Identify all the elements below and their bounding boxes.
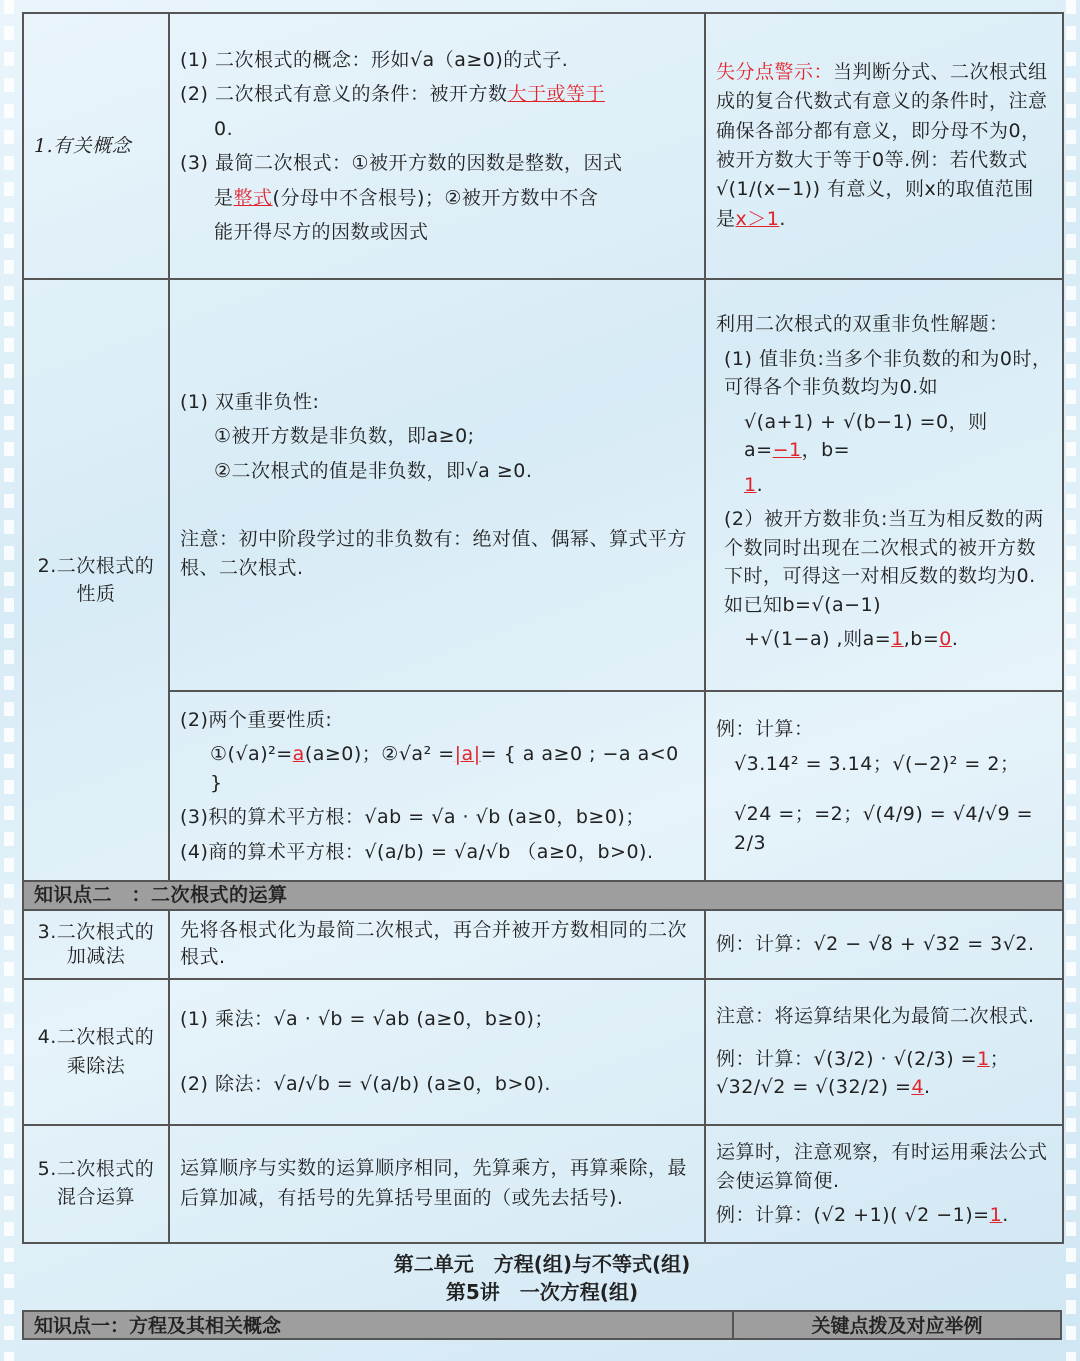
tips-text: +√(1−a) ,则a= [744, 628, 892, 651]
section-header-row [23, 881, 1063, 910]
unit-titles [22, 1250, 1062, 1306]
knowledge-table [22, 12, 1064, 1244]
concept-line-3: 0. [214, 117, 234, 140]
highlight-answer: |a| [454, 743, 481, 766]
rule-cell: 运算顺序与实数的运算顺序相同，先算乘方，再算乘除，最后算加减，有括号的先算括号里面的（或先去括号). [169, 1125, 705, 1243]
concept-text: (分母中不含根号)；②被开方数中不含 [272, 186, 599, 209]
property-line: (4)商的算术平方根：√(a/b) = √a/√b （a≥0，b>0). [180, 840, 654, 863]
concept-line-4: (3) 最简二次根式：①被开方数的因数是整数，因式 [180, 152, 623, 174]
property-line: (3)积的算术平方根：√ab = √a · √b (a≥0，b≥0)； [180, 806, 645, 829]
table-row [23, 691, 1063, 881]
example-cell: 例：计算：√2 − √8 + √32 = 3√2. [705, 910, 1063, 979]
table-row [23, 279, 1063, 691]
example-heading: 例：计算： [716, 718, 814, 740]
left-decorative-border [4, 0, 14, 1361]
property-text: (a≥0)；②√a² = [304, 743, 455, 766]
property-line: (1) 双重非负性: [180, 390, 320, 413]
property-cell [169, 279, 705, 691]
note-line: 注意：初中阶段学过的非负数有：绝对值、偶幂、算式平方根、二次根式. [180, 528, 688, 579]
right-decorative-border [1066, 0, 1076, 1361]
rule-line: (1) 乘法：√a · √b = √ab (a≥0，b≥0)； [180, 1008, 554, 1031]
next-section-header [22, 1310, 1062, 1340]
tips-text: ，b= [801, 439, 851, 462]
row-label [23, 13, 169, 279]
tips-cell [705, 13, 1063, 279]
concept-line-2 [180, 80, 694, 109]
section-header: 知识点二 ：二次根式的运算 [23, 881, 1063, 910]
example-line [716, 1045, 1052, 1102]
unit-title: 第二单元 方程(组)与不等式(组) [393, 1251, 691, 1276]
example-text: 例：计算：(√2 +1)( √2 −1)= [716, 1204, 990, 1227]
property-line: ②二次根式的值是非负数，即√a ≥0. [214, 459, 533, 482]
row-label [23, 279, 169, 881]
example-cell [705, 979, 1063, 1125]
highlight-answer: 1 [891, 628, 904, 651]
tips-line: 1. [744, 473, 764, 496]
example-text: 例：计算：√(3/2) · √(2/3) = [716, 1047, 978, 1070]
tips-cell [705, 279, 1063, 691]
highlight-answer: 1 [977, 1047, 990, 1070]
example-line [716, 1201, 1052, 1230]
next-section-left: 知识点一：方程及其相关概念 [24, 1312, 734, 1338]
row-label-text: 1.有关概念 [34, 134, 132, 157]
tips-text: ,b= [903, 628, 940, 651]
tips-text: √(a+1) + √(b−1) =0，则a= [744, 410, 988, 462]
concept-line-5 [180, 184, 694, 213]
tips-line: +√(1−a) ,则a=1,b=0. [744, 628, 959, 651]
row-label: 5.二次根式的混合运算 [23, 1125, 169, 1243]
highlight-answer: a [292, 743, 305, 766]
warning-text: . [779, 207, 786, 230]
highlight-answer: x＞1 [735, 207, 780, 230]
example-cell [705, 1125, 1063, 1243]
highlight-answer: 1 [744, 473, 757, 496]
tips-line [716, 408, 1052, 465]
property-cell [169, 691, 705, 881]
concept-text: (2) 二次根式有意义的条件：被开方数 [180, 83, 508, 105]
highlight-answer: 4 [911, 1076, 925, 1099]
row-label-text: 2.二次根式的性质 [37, 554, 155, 605]
table-row [23, 13, 1063, 279]
table-row [23, 1125, 1063, 1243]
rule-cell: 先将各根式化为最简二次根式，再合并被开方数相同的二次根式. [169, 910, 705, 979]
table-row [23, 979, 1063, 1125]
highlight-answer: 0 [939, 628, 952, 651]
concept-cell [169, 13, 705, 279]
example-line: √3.14² = 3.14；√(−2)² = 2； [734, 752, 1020, 775]
example-text: ；√32/√2 = √(32/2) = [716, 1047, 1010, 1099]
property-text: ①(√a)²= [210, 743, 293, 766]
highlight-answer: 大于或等于 [507, 83, 605, 105]
concept-line-6: 能开得尽方的因数或因式 [214, 221, 429, 243]
knowledge-sheet [22, 12, 1062, 1340]
next-section-right: 关键点拨及对应举例 [811, 1315, 983, 1338]
concept-text: 是 [214, 186, 234, 209]
example-cell [705, 691, 1063, 881]
note-line: 运算时，注意观察，有时运用乘法公式会使运算简便. [716, 1141, 1048, 1192]
property-text: = { a a≥0 ; −a a<0 } [210, 743, 679, 794]
tips-line: (2）被开方数非负:当互为相反数的两个数同时出现在二次根式的被开方数下时，可得这一对相反数的数均为0.如已知b=√(a−1) [724, 508, 1044, 616]
property-line: ①被开方数是非负数，即a≥0; [214, 425, 475, 448]
tips-heading: 利用二次根式的双重非负性解题： [716, 313, 1009, 336]
tips-line: (1) 值非负:当多个非负数的和为0时，可得各个非负数均为0.如 [724, 347, 1052, 399]
highlight-answer: −1 [772, 439, 802, 462]
highlight-answer: 1 [989, 1204, 1003, 1227]
note-line: 注意：将运算结果化为最简二次根式. [716, 1005, 1035, 1028]
highlight-answer: 整式 [233, 186, 273, 209]
row-label: 3.二次根式的加减法 [23, 910, 169, 979]
example-text: . [924, 1076, 931, 1099]
warning-text: 当判断分式、二次根式组成的复合代数式有意义的条件时，注意确保各部分都有意义，即分母不为0，被开方数大于等于0等.例：若代数式√(1/(x−1)) 有意义，则x的取值范围是 [716, 60, 1048, 230]
rule-cell [169, 979, 705, 1125]
warning-label: 失分点警示： [716, 60, 834, 83]
property-line [180, 740, 694, 797]
property-line: (2)两个重要性质: [180, 708, 333, 731]
example-text: . [1002, 1204, 1009, 1227]
rule-line: (2) 除法：√a/√b = √(a/b) (a≥0，b>0). [180, 1072, 551, 1095]
row-label: 4.二次根式的乘除法 [23, 979, 169, 1125]
lecture-title: 第5讲 一次方程(组) [445, 1279, 639, 1304]
example-line: √24 =；=2；√(4/9) = √4/√9 = 2/3 [734, 803, 1034, 854]
concept-line-1: (1) 二次根式的概念：形如√a（a≥0)的式子. [180, 48, 569, 71]
table-row [23, 910, 1063, 979]
